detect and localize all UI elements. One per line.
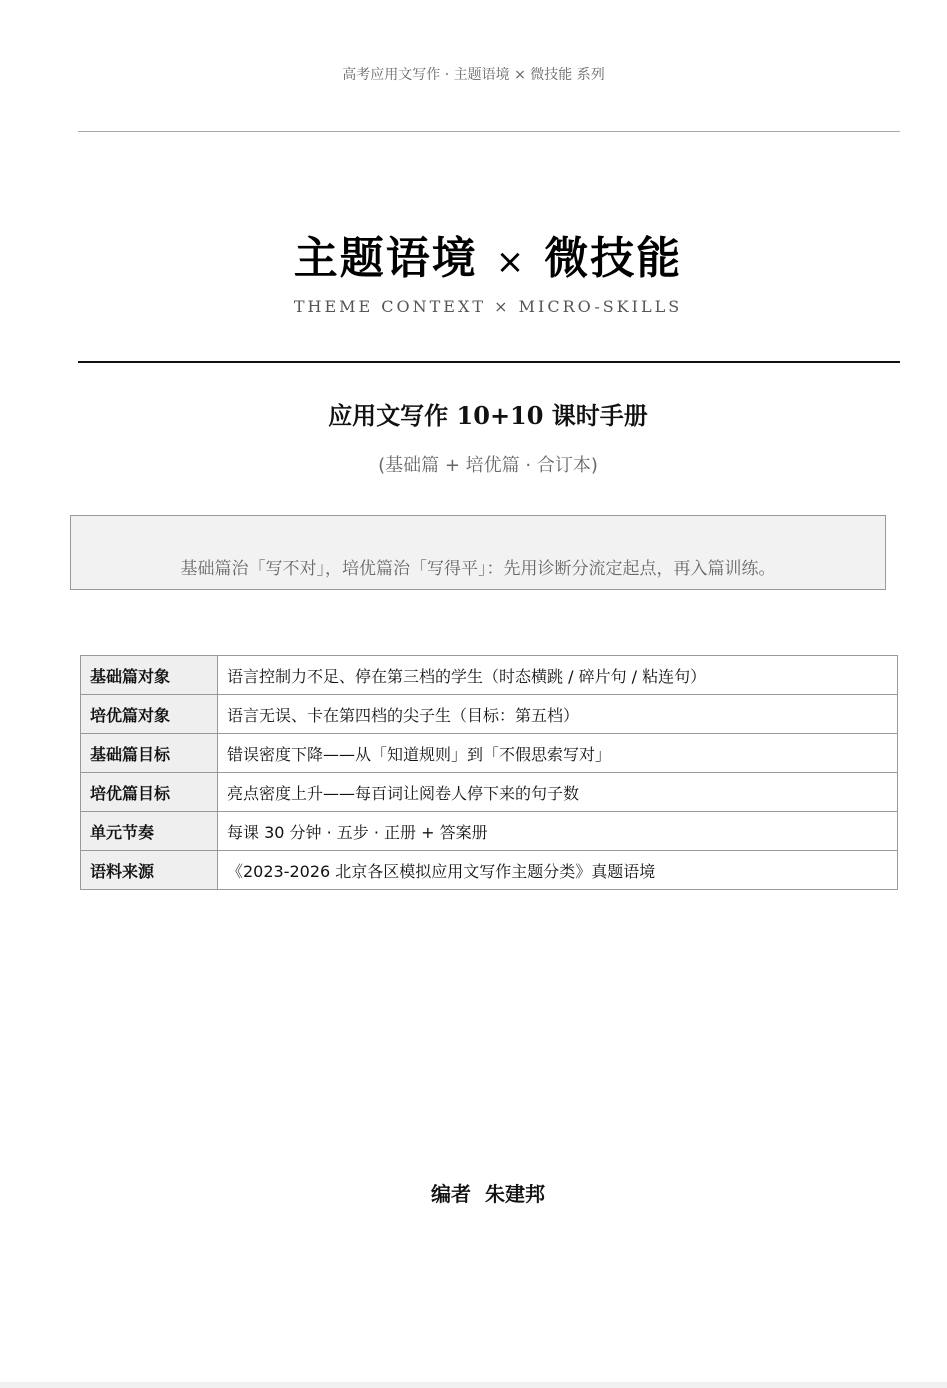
row-key: 基础篇目标 <box>81 734 218 773</box>
book-subtitle: (基础篇 + 培优篇 · 合订本) <box>378 455 598 476</box>
row-value: 语言控制力不足、停在第三档的学生（时态横跳 / 碎片句 / 粘连句） <box>218 656 898 695</box>
row-key: 培优篇目标 <box>81 773 218 812</box>
main-title-left: 主题语境 <box>293 233 478 284</box>
main-title-separator: × <box>495 242 527 282</box>
row-key: 基础篇对象 <box>81 656 218 695</box>
note-box <box>70 515 886 590</box>
main-title-right: 微技能 <box>544 233 683 284</box>
table-row <box>81 734 898 773</box>
page-bottom-edge <box>0 1382 947 1388</box>
author-line <box>0 1178 947 1207</box>
note-text: 基础篇治「写不对」，培优篇治「写得平」：先用诊断分流定起点，再入篇训练。 <box>180 559 776 579</box>
row-value: 亮点密度上升——每百词让阅卷人停下来的句子数 <box>218 773 898 812</box>
table-row <box>81 851 898 890</box>
title-divider <box>78 361 900 363</box>
author-label: 编者 <box>431 1182 471 1206</box>
row-value: 语言无误、卡在第四档的尖子生（目标：第五档） <box>218 695 898 734</box>
table-row <box>81 656 898 695</box>
english-subtitle: THEME CONTEXT × MICRO-SKILLS <box>293 297 683 316</box>
book-title <box>0 396 947 431</box>
row-key: 语料来源 <box>81 851 218 890</box>
row-key: 培优篇对象 <box>81 695 218 734</box>
row-key: 单元节奏 <box>81 812 218 851</box>
row-value: 错误密度下降——从「知道规则」到「不假思索写对」 <box>218 734 898 773</box>
info-table <box>80 655 898 890</box>
book-title-prefix: 应用文写作 <box>328 402 457 430</box>
book-title-suffix: 课时手册 <box>543 402 648 430</box>
table-row <box>81 695 898 734</box>
series-header: 高考应用文写作 · 主题语境 × 微技能 系列 <box>342 67 605 83</box>
table-row <box>81 773 898 812</box>
main-title <box>0 222 947 286</box>
book-title-number: 10+10 <box>456 401 544 430</box>
table-row <box>81 812 898 851</box>
row-value: 《2023-2026 北京各区模拟应用文写作主题分类》真题语境 <box>218 851 898 890</box>
row-value: 每课 30 分钟 · 五步 · 正册 + 答案册 <box>218 812 898 851</box>
top-divider <box>78 131 900 132</box>
author-name: 朱建邦 <box>485 1182 545 1206</box>
